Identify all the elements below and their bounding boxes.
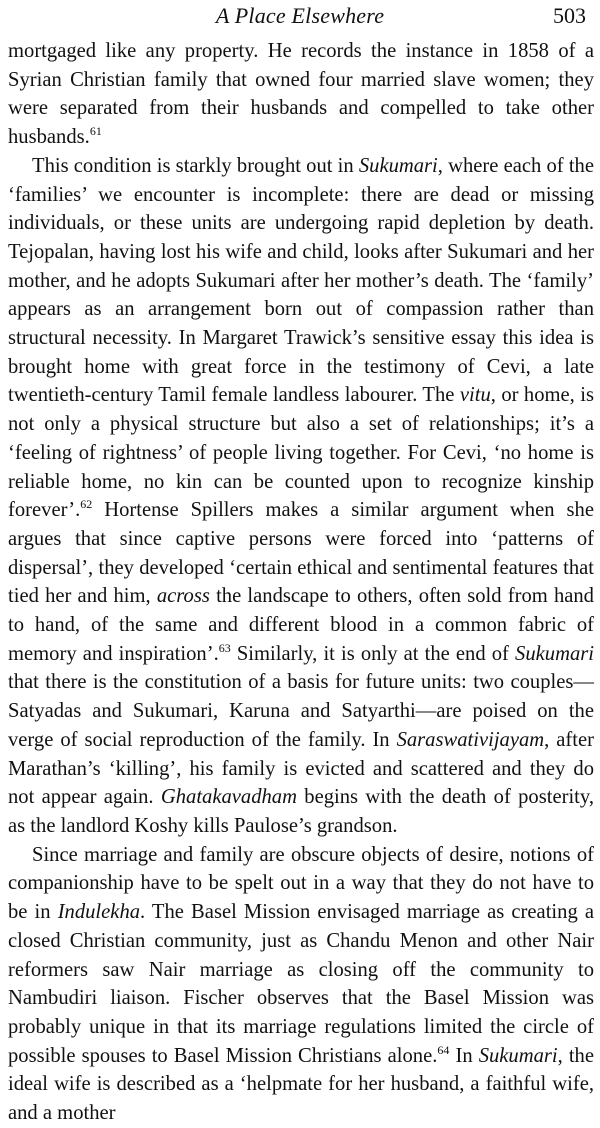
paragraph [8, 152, 594, 841]
text-run: that there is the constitution of a basis for future units: two couples—Satyadas and Sukumari, Karuna and Satyarthi—are poised on the verge of social reproduction of the family. In [8, 671, 594, 751]
italic-text: Sukumari [478, 1044, 558, 1067]
text-run: In [449, 1044, 479, 1067]
text-run: , the ideal wife is described as a ‘helpmate for her husband, a faithful wife, and a mother [8, 1044, 594, 1125]
footnote-marker: 61 [89, 124, 102, 139]
text-run: . The Basel Mission envisaged marriage as creating a closed Christian community, just as Chandu Menon and other Nair reformers saw Nair marriage as closing off the community to Nambudiri liaison. Fischer observes that the Basel Mission was probably unique in that its marriage regulations limited the circle of possible spouses to Basel Mission Christians alone. [8, 901, 594, 1067]
text-run: begins with the death of posterity, as the landlord Koshy kills Paulose’s grandson. [8, 786, 594, 837]
text-run: , after Marathan’s ‘killing’, his family is evicted and scattered and they do not appear again. [8, 728, 595, 809]
paragraph [8, 37, 594, 152]
text-run: This condition is starkly brought out in [32, 154, 359, 177]
running-title: A Place Elsewhere [215, 3, 385, 28]
italic-text: vitu [459, 384, 491, 407]
page-header [0, 3, 600, 31]
footnote-marker: 63 [218, 640, 231, 655]
italic-text: Ghatakavadham [160, 786, 297, 809]
italic-text: Sukumari [358, 154, 438, 177]
italic-text: Saraswativijayam [396, 728, 545, 751]
footnote-marker: 64 [437, 1042, 450, 1057]
text-run: Hortense Spillers makes a similar argument when she argues that since captive persons were forced into ‘patterns of dispersal’, they developed ‘certain ethical and sentimental features that tied her and him, [8, 499, 594, 608]
text-run: Since marriage and family are obscure objects of desire, notions of companionship have to be spelt out in a way that they do not have to be in [8, 843, 594, 924]
paragraph [8, 841, 594, 1128]
italic-text: Indulekha [57, 901, 141, 924]
text-run: Similarly, it is only at the end of [230, 642, 516, 665]
text-run: , where each of the ‘families’ we encounter is incomplete: there are dead or missing individuals, or these units are undergoing rapid depletion by death. Tejopalan, having lost his wife and child, looks after Sukumari and her mother, and he adopts Sukumari after her mother’s death. The ‘family’ appears as an arrangement born out of compassion rather than structural necessity. In Margaret Trawick’s sensitive essay this idea is brought home with great force in the testimony of Cevi, a late twentieth-century Tamil female landless labourer. The [8, 154, 594, 407]
italic-text: across [156, 585, 210, 608]
body-text [8, 37, 594, 1128]
page-number: 503 [553, 3, 586, 28]
italic-text: Sukumari [515, 642, 594, 665]
text-run: the landscape to others, often sold from hand to hand, of the same and different blood in a common fabric of memory and inspiration’. [8, 585, 594, 665]
text-run: mortgaged like any property. He records the instance in 1858 of a Syrian Christian family that owned four married slave women; they were separated from their husbands and compelled to take other husbands. [8, 40, 594, 149]
footnote-marker: 62 [80, 497, 93, 512]
text-run: , or home, is not only a physical structure but also a set of relationships; it’s a ‘feeling of rightness’ of people living together. For Cevi, ‘no home is reliable home, no kin can be counted upon to recognize kinship forever’. [8, 384, 594, 522]
